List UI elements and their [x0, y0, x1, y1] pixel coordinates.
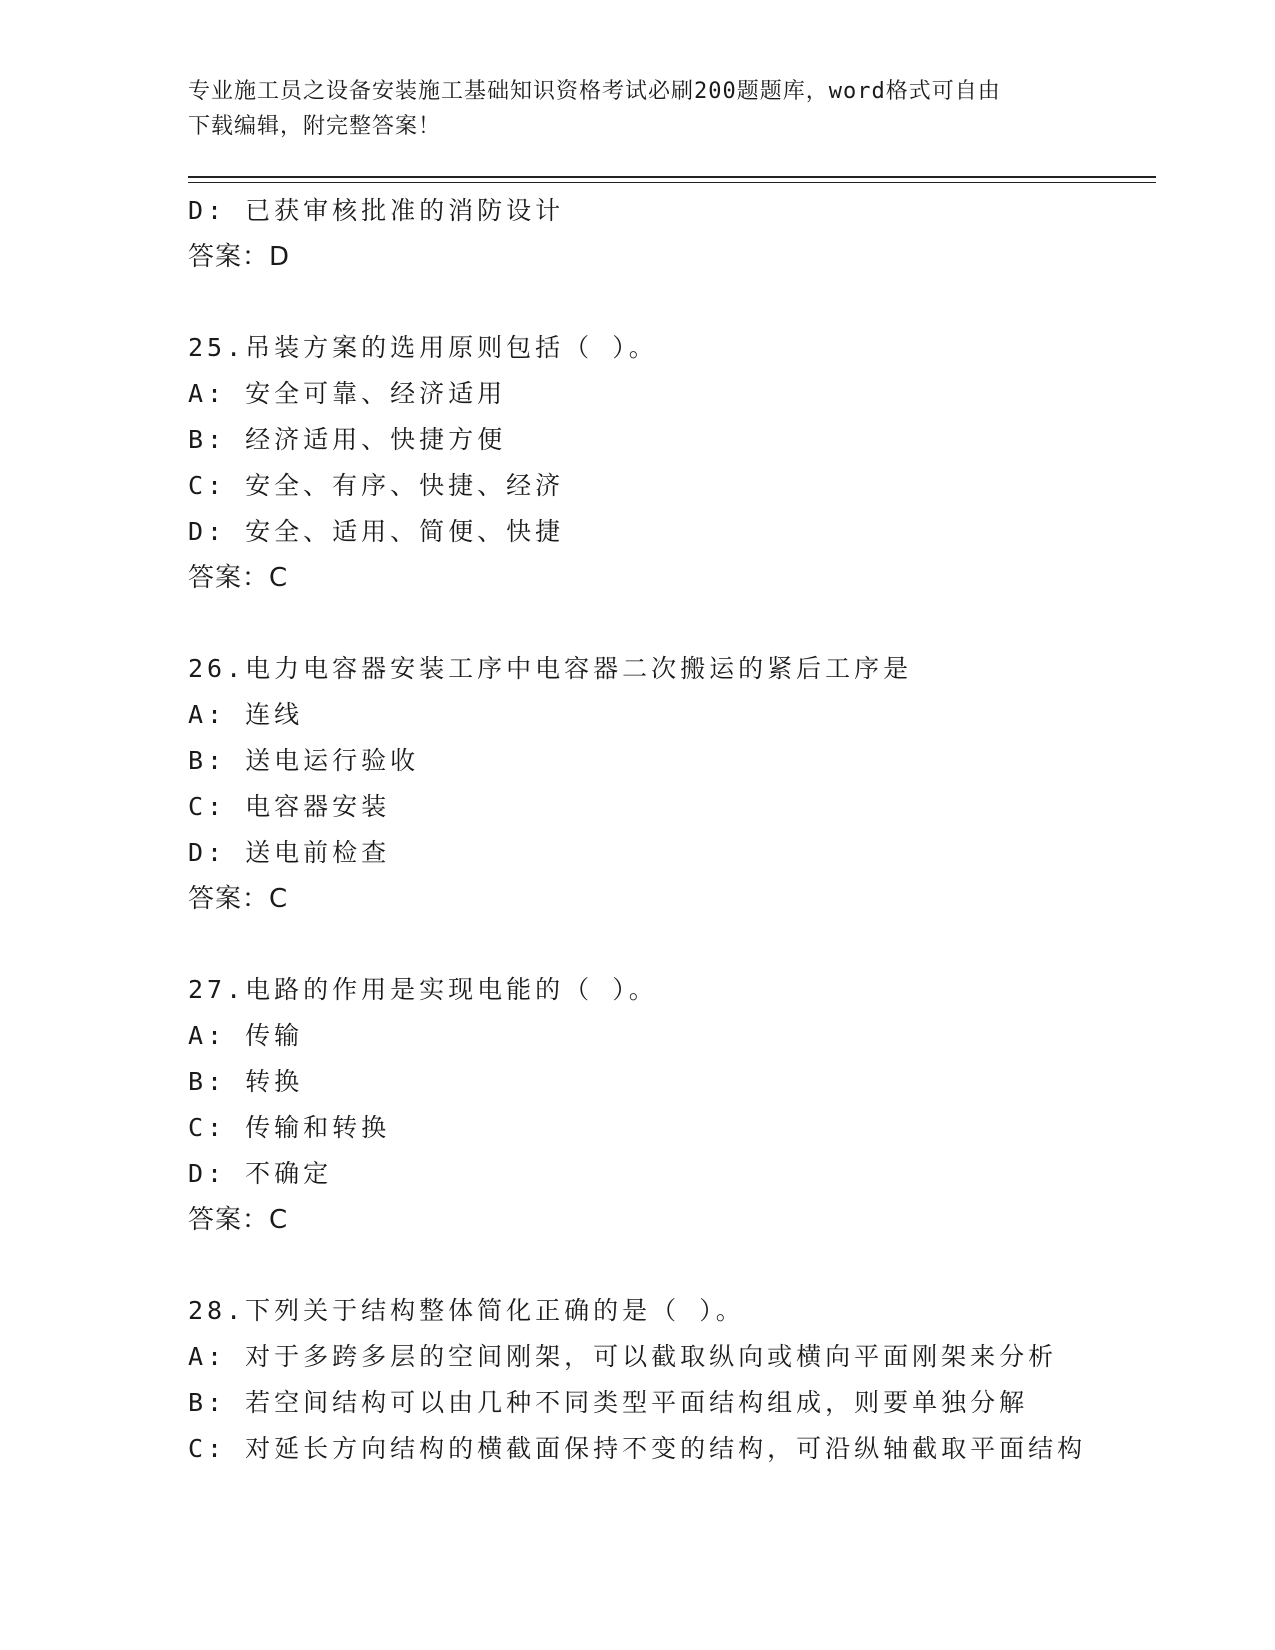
answer-line: 答案：D	[188, 242, 291, 272]
answer-line: 答案：C	[188, 884, 289, 914]
option-b: B: 经济适用、快捷方便	[188, 425, 507, 454]
option-c: C: 传输和转换	[188, 1113, 391, 1142]
spacer	[188, 280, 1148, 325]
previous-question-tail	[188, 188, 1148, 280]
question-stem: 28.下列关于结构整体简化正确的是（ ）。	[188, 1296, 745, 1325]
answer-line: 答案：C	[188, 1205, 289, 1235]
option-a: A: 安全可靠、经济适用	[188, 379, 507, 408]
question-stem: 25.吊装方案的选用原则包括（ ）。	[188, 333, 658, 362]
option-b: B: 若空间结构可以由几种不同类型平面结构组成，则要单独分解	[188, 1388, 1029, 1417]
question-28	[188, 1288, 1148, 1472]
option-b: B: 转换	[188, 1067, 304, 1096]
option-a: A: 连线	[188, 700, 304, 729]
header-line-2: 下载编辑，附完整答案！	[188, 114, 442, 139]
option-d: D: 已获审核批准的消防设计	[188, 196, 565, 225]
spacer	[188, 601, 1148, 646]
question-list	[188, 188, 1148, 1472]
question-stem: 26.电力电容器安装工序中电容器二次搬运的紧后工序是	[188, 654, 913, 683]
question-27	[188, 967, 1148, 1243]
document-header	[188, 74, 1088, 144]
question-stem: 27.电路的作用是实现电能的（ ）。	[188, 975, 658, 1004]
answer-line: 答案：C	[188, 563, 289, 593]
option-a: A: 对于多跨多层的空间刚架，可以截取纵向或横向平面刚架来分析	[188, 1342, 1058, 1371]
option-a: A: 传输	[188, 1021, 304, 1050]
option-d: D: 不确定	[188, 1159, 333, 1188]
question-25	[188, 325, 1148, 601]
option-b: B: 送电运行验收	[188, 746, 420, 775]
header-divider-thin	[188, 182, 1156, 183]
option-c: C: 安全、有序、快捷、经济	[188, 471, 565, 500]
option-c: C: 对延长方向结构的横截面保持不变的结构，可沿纵轴截取平面结构	[188, 1434, 1087, 1463]
header-line-1: 专业施工员之设备安装施工基础知识资格考试必刷200题题库，word格式可自由	[188, 79, 1001, 104]
option-d: D: 安全、适用、简便、快捷	[188, 517, 565, 546]
header-divider-thick	[188, 176, 1156, 178]
spacer	[188, 922, 1148, 967]
option-d: D: 送电前检查	[188, 838, 391, 867]
spacer	[188, 1243, 1148, 1288]
option-c: C: 电容器安装	[188, 792, 391, 821]
question-26	[188, 646, 1148, 922]
